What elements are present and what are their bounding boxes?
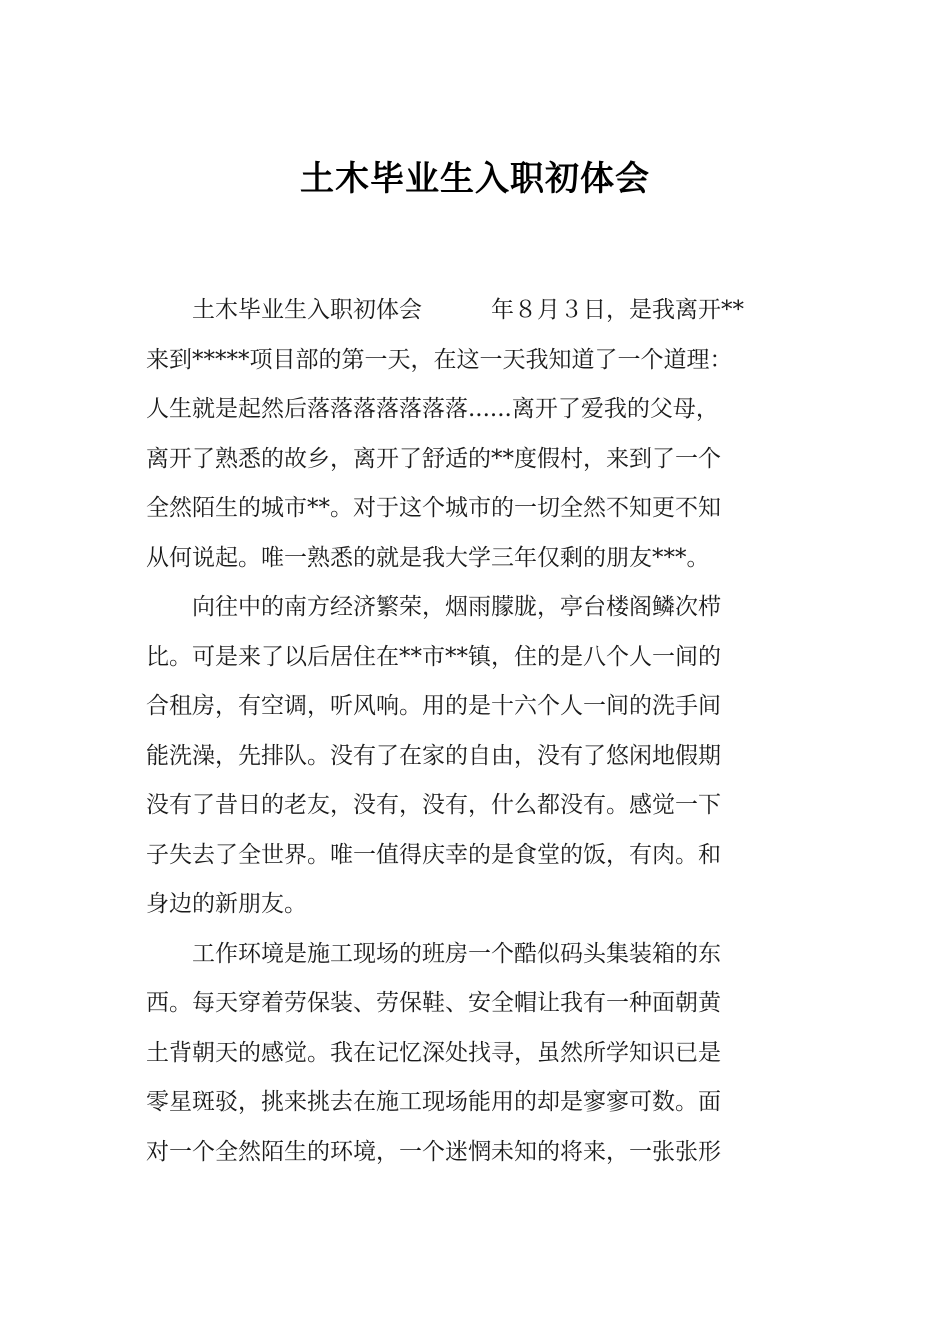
body-line: 没有了昔日的老友，没有，没有，什么都没有。感觉一下: [146, 792, 721, 818]
body-line: 比。可是来了以后居住在**市**镇，住的是八个人一间的: [146, 643, 721, 670]
document-body: [146, 286, 808, 1177]
body-line: 全然陌生的城市**。对于这个城市的一切全然不知更不知: [146, 495, 721, 521]
body-line: 从何说起。唯一熟悉的就是我大学三年仅剩的朋友***。: [146, 544, 710, 571]
body-line: 土木毕业生入职初体会 年８月３日，是我离开**: [146, 297, 744, 323]
body-line: 合租房，有空调，听风响。用的是十六个人一间的洗手间: [146, 693, 721, 719]
body-line: 身边的新朋友。: [146, 891, 307, 917]
document-title: 土木毕业生入职初体会: [300, 159, 650, 199]
body-line: 向往中的南方经济繁荣，烟雨朦胧，亭台楼阁鳞次栉: [146, 594, 721, 620]
body-line: 来到*****项目部的第一天，在这一天我知道了一个道理：: [146, 346, 733, 373]
body-line: 能洗澡，先排队。没有了在家的自由，没有了悠闲地假期: [146, 742, 721, 769]
body-line: 子失去了全世界。唯一值得庆幸的是食堂的饭，有肉。和: [146, 841, 721, 868]
body-line: 零星斑驳，挑来挑去在施工现场能用的却是寥寥可数。面: [146, 1089, 721, 1115]
body-line: 土背朝天的感觉。我在记忆深处找寻，虽然所学知识已是: [146, 1039, 721, 1066]
body-line: 西。每天穿着劳保装、劳保鞋、安全帽让我有一种面朝黄: [146, 990, 721, 1016]
body-line: 对一个全然陌生的环境，一个迷惘未知的将来，一张张形: [146, 1138, 721, 1165]
body-line: 人生就是起然后落落落落落落落......离开了爱我的父母，: [146, 396, 719, 422]
body-line: 离开了熟悉的故乡，离开了舒适的**度假村，来到了一个: [146, 445, 721, 472]
body-line: 工作环境是施工现场的班房一个酷似码头集装箱的东: [146, 940, 721, 967]
